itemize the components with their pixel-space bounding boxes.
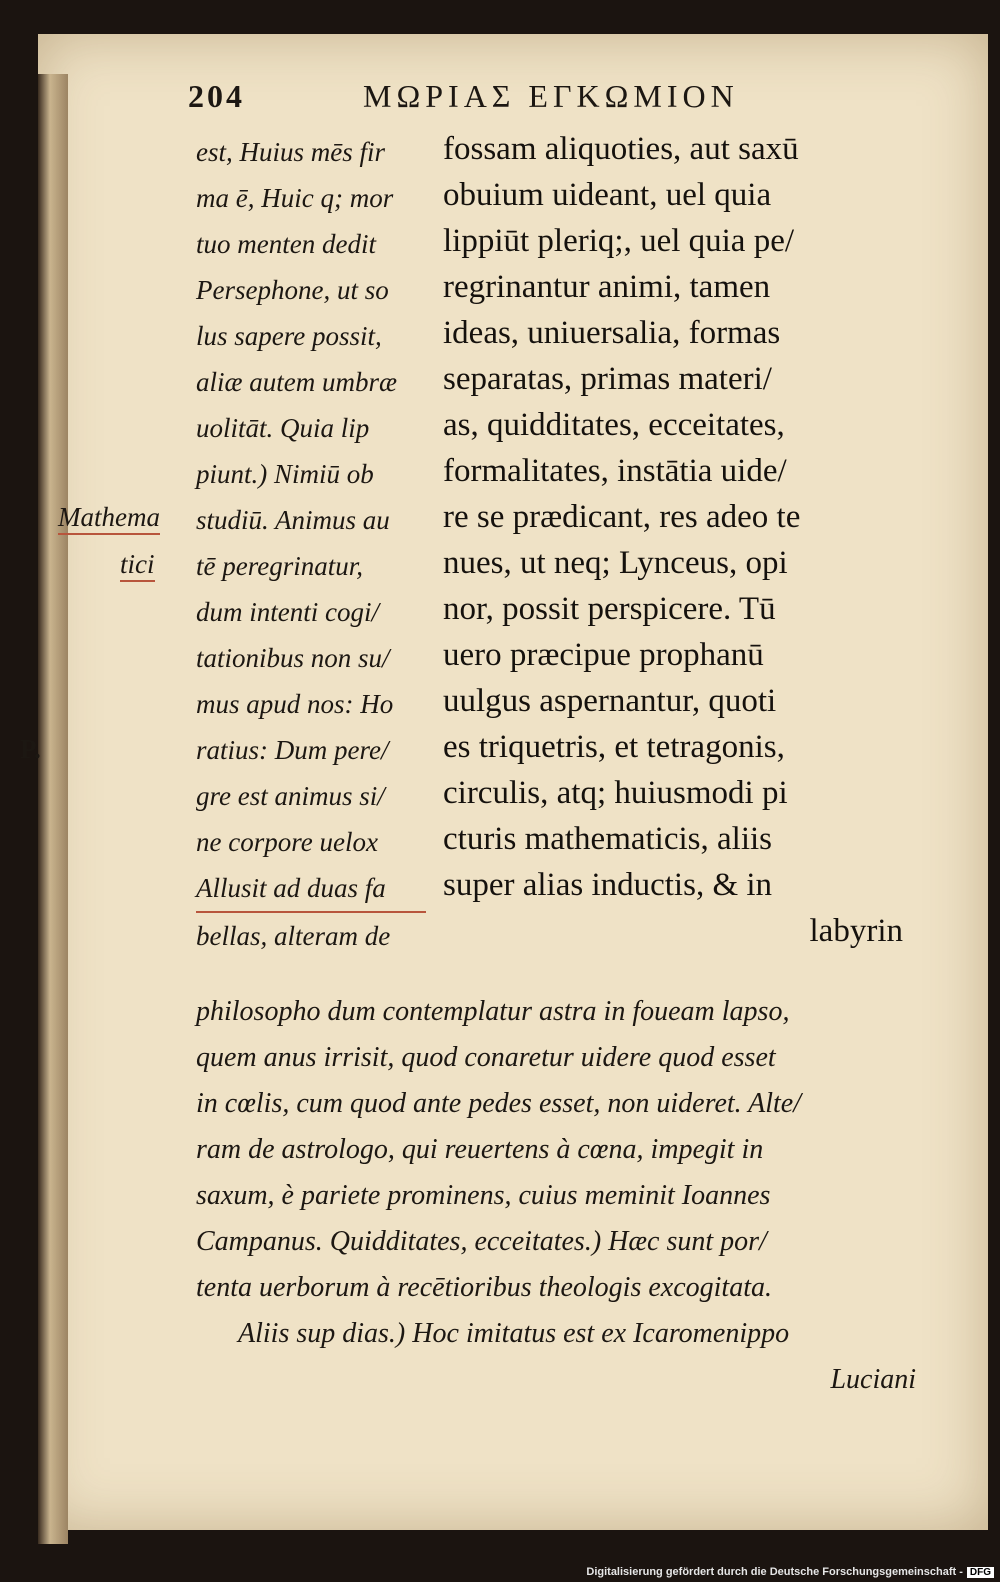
gloss-line: ma ē, Huic q; mor — [196, 183, 394, 213]
book-page — [20, 34, 988, 1530]
main-line: nor, possit perspicere. Tū — [443, 591, 776, 627]
main-line: separatas, primas materi/ — [443, 361, 772, 397]
gloss-line: est, Huius mēs fir — [196, 137, 385, 167]
gloss-line: piunt.) Nimiū ob — [196, 459, 374, 489]
gloss-line: Allusit ad duas fa — [196, 865, 426, 913]
gloss-line: mus apud nos: Ho — [196, 689, 394, 719]
gloss-line: studiū. Animus au — [196, 505, 390, 535]
main-line: es triquetris, et tetragonis, — [443, 729, 785, 765]
main-line: ideas, uniuersalia, formas — [443, 315, 781, 351]
gloss-column — [196, 129, 436, 959]
margin-note-p: P. — [20, 734, 41, 764]
margin-note-tici: tici — [120, 549, 155, 582]
main-line: regrinantur animi, tamen — [443, 269, 771, 305]
note-line: quem anus irrisit, quod conaretur uidere quod esset — [196, 1042, 776, 1073]
note-line: tenta uerborum à recētioribus theologis excogitata. — [196, 1272, 772, 1303]
gloss-line: lus sapere possit, — [196, 321, 382, 351]
note-line: ram de astrologo, qui reuertens à cœna, impegit in — [196, 1134, 764, 1165]
main-line: as, quidditates, ecceitates, — [443, 407, 785, 443]
gloss-line: uolitāt. Quia lip — [196, 413, 370, 443]
digitization-footer — [586, 1566, 994, 1578]
running-title: ΜΩΡΙΑΣ ΕΓΚΩΜΙΟΝ — [363, 78, 739, 114]
main-line: uero præcipue prophanū — [443, 637, 764, 673]
gloss-line: tationibus non su/ — [196, 643, 390, 673]
main-line: formalitates, instātia uide/ — [443, 453, 787, 489]
main-line: circulis, atq; huiusmodi pi — [443, 775, 788, 811]
gloss-line: ne corpore uelox — [196, 827, 378, 857]
note-line: in cœlis, cum quod ante pedes esset, non uideret. Alte/ — [196, 1088, 802, 1119]
note-line: philosopho dum contemplatur astra in foueam lapso, — [196, 996, 790, 1027]
main-line: fossam aliquoties, aut saxū — [443, 131, 799, 167]
gloss-line: ratius: Dum pere/ — [196, 735, 389, 765]
margin-note-mathema: Mathema — [58, 502, 160, 535]
gloss-line: tē peregrinatur, — [196, 551, 363, 581]
page-edge — [38, 74, 68, 1544]
main-line: cturis mathematicis, aliis — [443, 821, 773, 857]
main-text-column — [443, 126, 903, 954]
dfg-logo: DFG — [967, 1567, 994, 1578]
note-line: Campanus. Quidditates, ecceitates.) Hæc sunt por/ — [196, 1226, 767, 1257]
gloss-line: aliæ autem umbræ — [196, 367, 398, 397]
gloss-line: tuo menten dedit — [196, 229, 376, 259]
gloss-line: bellas, alteram de — [196, 921, 391, 951]
note-catchword: Luciani — [830, 1364, 916, 1395]
main-line: obuium uideant, uel quia — [443, 177, 772, 213]
main-line: nues, ut neq; Lynceus, opi — [443, 545, 788, 581]
main-line: super alias inductis, & in — [443, 867, 773, 903]
catchword: labyrin — [809, 913, 903, 949]
gloss-line: Persephone, ut so — [196, 275, 389, 305]
note-line: Aliis sup dias.) Hoc imitatus est ex Icaromenippo — [238, 1318, 790, 1349]
main-line: lippiūt pleriq;, uel quia pe/ — [443, 223, 795, 259]
page-header — [188, 78, 948, 118]
footer-text: Digitalisierung gefördert durch die Deutsche Forschungsgemeinschaft - — [586, 1566, 963, 1578]
main-line: uulgus aspernantur, quoti — [443, 683, 777, 719]
page-number: 204 — [188, 78, 245, 114]
main-line: re se prædicant, res adeo te — [443, 499, 801, 535]
gloss-line: dum intenti cogi/ — [196, 597, 379, 627]
gloss-line: gre est animus si/ — [196, 781, 385, 811]
note-line: saxum, è pariete prominens, cuius meminit Ioannes — [196, 1180, 771, 1211]
annotation-block — [196, 989, 916, 1403]
